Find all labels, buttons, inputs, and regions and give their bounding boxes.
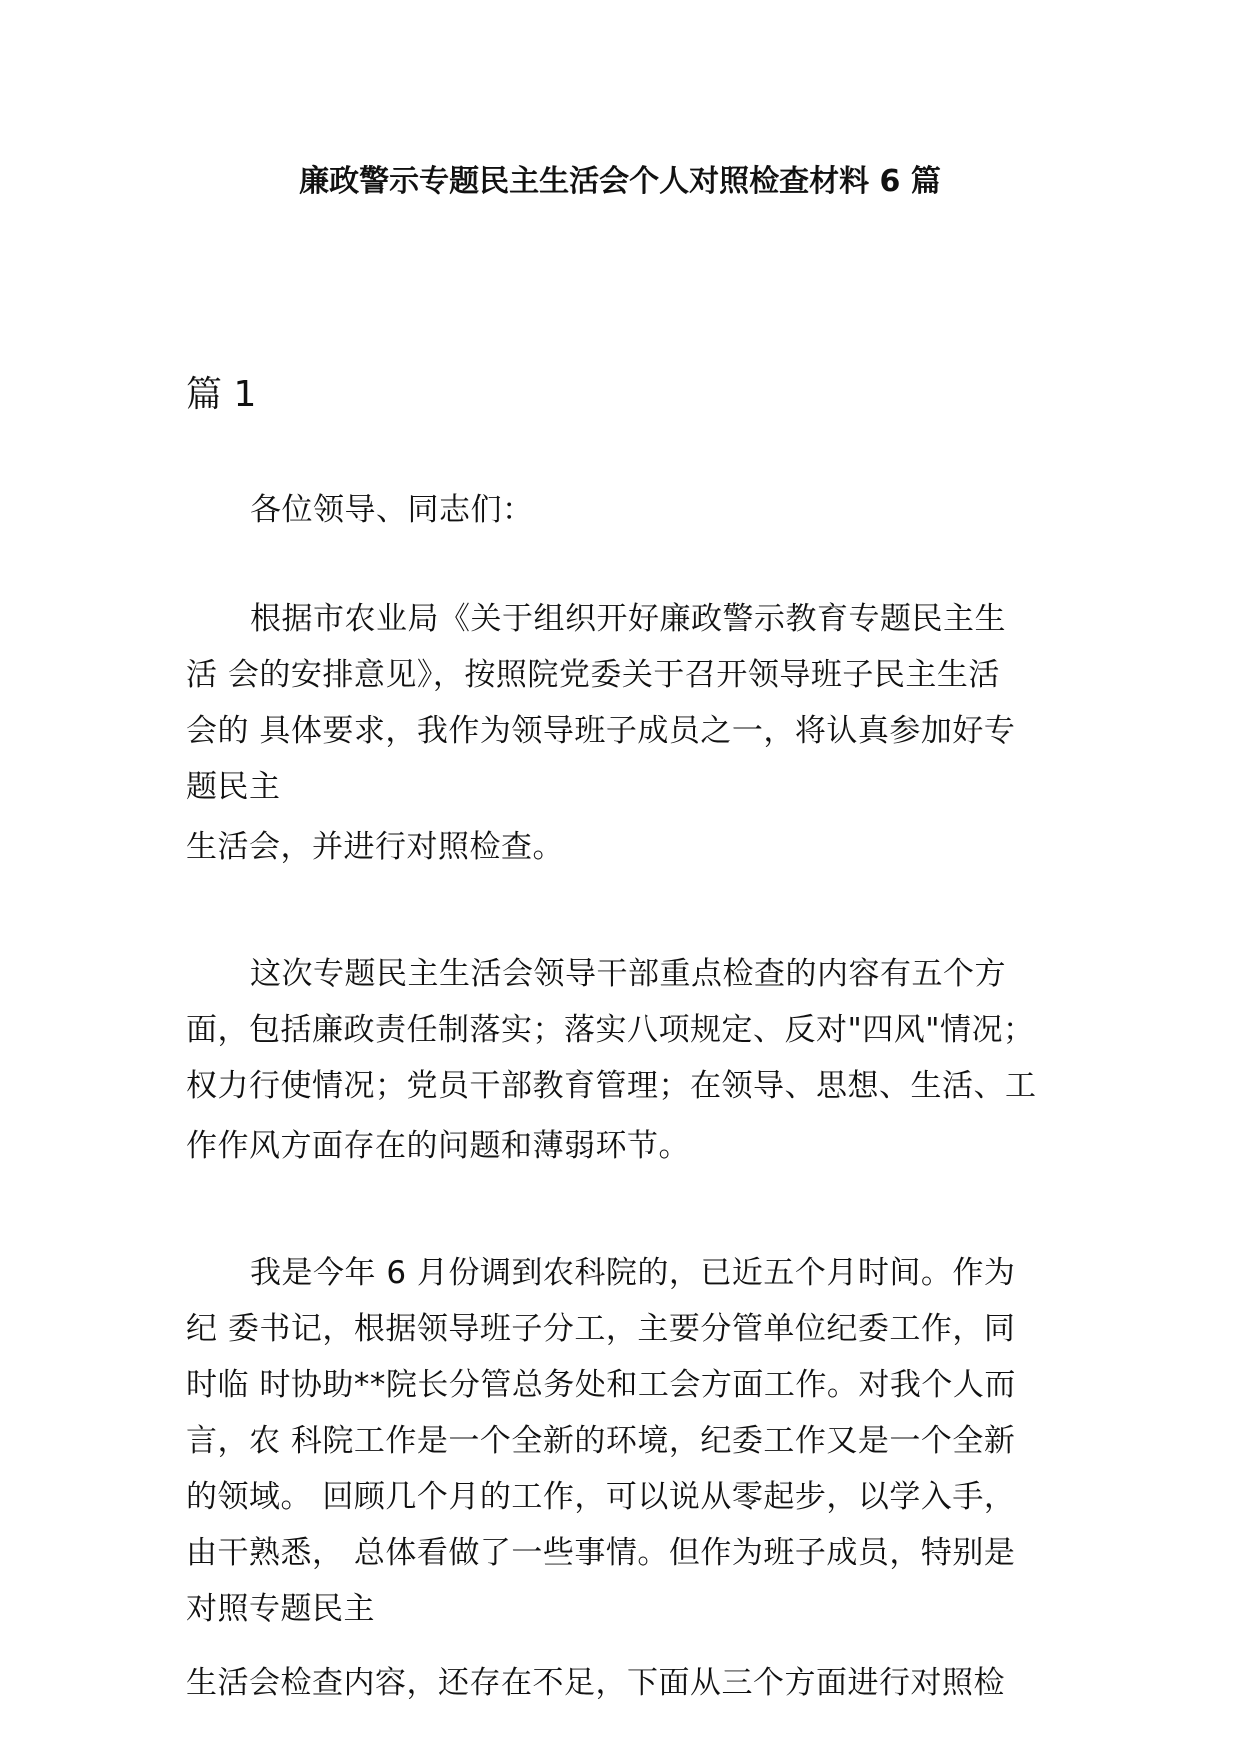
paragraph-3-line: 由干熟悉， 总体看做了一些事情。但作为班子成员，特别是 (186, 1535, 1016, 1571)
paragraph-3-line: 我是今年 6 月份调到农科院的，已近五个月时间。作为 (250, 1255, 1016, 1291)
paragraph-2-line: 权力行使情况；党员干部教育管理；在领导、思想、生活、工 (186, 1068, 1037, 1104)
paragraph-1-line: 根据市农业局《关于组织开好廉政警示教育专题民主生 (250, 601, 1006, 637)
paragraph-3-line: 的领域。 回顾几个月的工作，可以说从零起步，以学入手， (186, 1479, 1016, 1515)
paragraph-1-line: 活 会的安排意见》，按照院党委关于召开领导班子民主生活 (186, 657, 1000, 693)
paragraph-3-line: 时临 时协助**院长分管总务处和工会方面工作。对我个人而 (186, 1367, 1016, 1403)
paragraph-1-line: 生活会，并进行对照检查。 (186, 829, 564, 865)
paragraph-2-line: 作作风方面存在的问题和薄弱环节。 (186, 1128, 690, 1164)
paragraph-3-line: 言，农 科院工作是一个全新的环境，纪委工作又是一个全新 (186, 1423, 1016, 1459)
section-heading: 篇 1 (186, 374, 257, 415)
paragraph-3-line: 生活会检查内容，还存在不足，下面从三个方面进行对照检 (186, 1665, 1005, 1701)
greeting: 各位领导、同志们： (250, 492, 534, 528)
paragraph-3-line: 纪 委书记，根据领导班子分工，主要分管单位纪委工作，同 (186, 1311, 1016, 1347)
paragraph-1-line: 题民主 (186, 769, 281, 805)
paragraph-2-line: 面，包括廉政责任制落实；落实八项规定、反对"四风"情况； (186, 1012, 1035, 1048)
paragraph-1-line: 会的 具体要求，我作为领导班子成员之一，将认真参加好专 (186, 713, 1016, 749)
paragraph-3-line: 对照专题民主 (186, 1591, 375, 1627)
paragraph-2-line: 这次专题民主生活会领导干部重点检查的内容有五个方 (250, 956, 1006, 992)
document-title: 廉政警示专题民主生活会个人对照检查材料 6 篇 (299, 164, 941, 199)
